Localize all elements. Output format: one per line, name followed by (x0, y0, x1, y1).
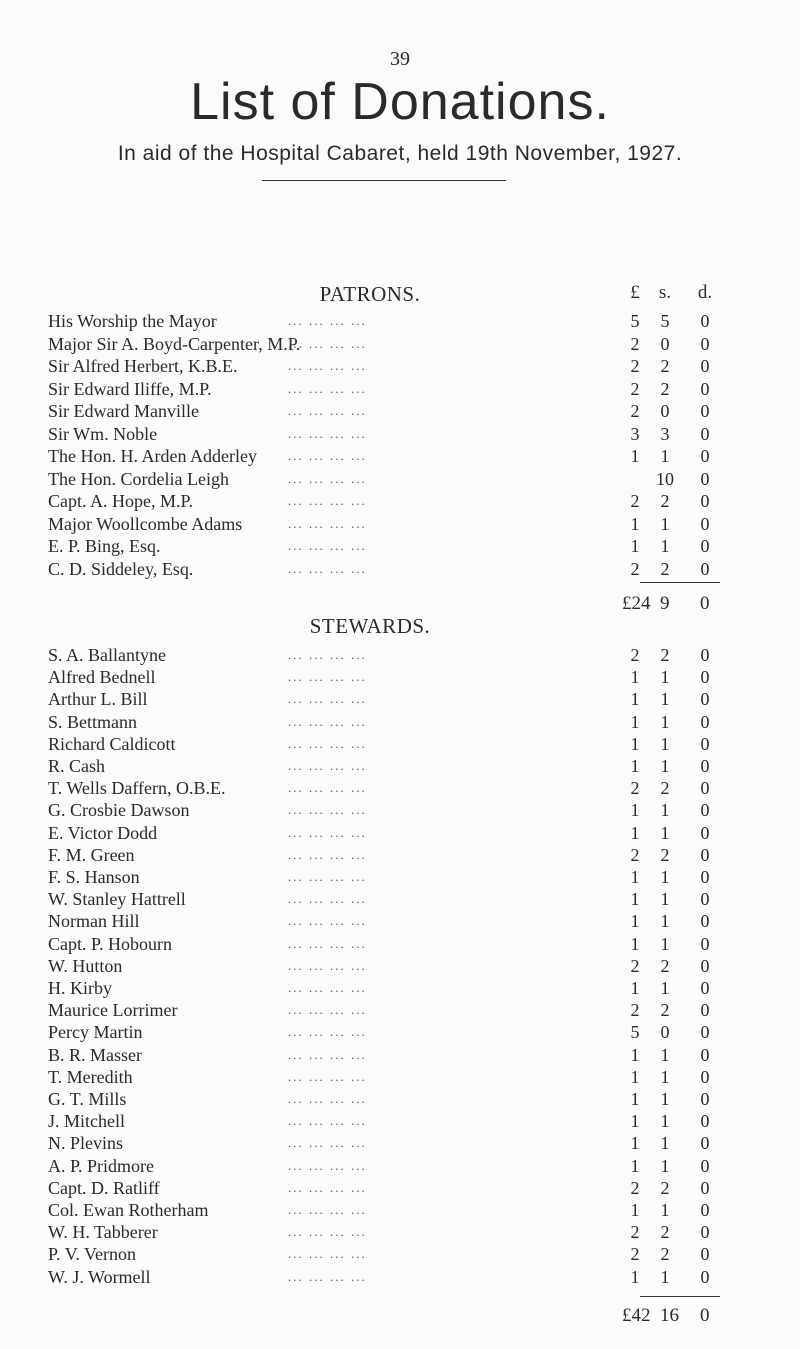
amount-shillings: 1 (660, 689, 670, 710)
dot-leader: ... ... ... ... (288, 802, 367, 818)
stewards-total-shillings: 16 (660, 1305, 679, 1326)
dot-leader: ... ... ... ... (288, 1135, 367, 1151)
amount-shillings: 2 (660, 844, 670, 865)
amount-pounds: 2 (630, 844, 640, 865)
list-item (0, 977, 800, 999)
amount-shillings: 1 (660, 1089, 670, 1109)
donor-name: E. P. Bing, Esq. (48, 536, 161, 556)
amount-pounds: 1 (630, 711, 640, 732)
donor-name: The Hon. Cordelia Leigh (48, 468, 229, 489)
donor-name: Capt. D. Ratliff (48, 1177, 160, 1198)
amount-pounds: 2 (630, 778, 640, 799)
amount-pence: 0 (700, 491, 710, 511)
patrons-total-rule (640, 582, 720, 583)
stewards-heading: STEWARDS. (309, 614, 431, 638)
amount-pence: 0 (700, 1222, 710, 1243)
dot-leader: ... ... ... ... (288, 1157, 367, 1173)
amount-pounds: 2 (630, 356, 640, 376)
amount-pence: 0 (700, 778, 710, 799)
donor-name: A. P. Pridmore (48, 1155, 155, 1176)
amount-shillings: 1 (660, 978, 670, 998)
dot-leader: ... ... ... ... (288, 1113, 367, 1129)
list-item (0, 535, 800, 557)
amount-shillings: 1 (660, 1111, 670, 1132)
list-item (0, 933, 800, 955)
amount-pence: 0 (700, 978, 710, 998)
donor-name: H. Kirby (48, 978, 112, 998)
amount-pence: 0 (700, 513, 710, 534)
amount-pounds: 1 (630, 1066, 640, 1087)
list-item (0, 755, 800, 777)
list-item (0, 688, 800, 710)
list-item (0, 1155, 800, 1177)
patrons-total (616, 592, 746, 616)
dot-leader: ... ... ... ... (288, 1224, 367, 1240)
list-item (0, 955, 800, 977)
amount-shillings: 1 (660, 446, 670, 466)
dot-leader: ... ... ... ... (288, 891, 367, 907)
amount-pounds: 1 (630, 1155, 640, 1176)
amount-shillings: 10 (656, 468, 674, 489)
donor-name: P. V. Vernon (48, 1244, 137, 1265)
list-item (0, 558, 800, 580)
amount-pence: 0 (700, 667, 710, 688)
dot-leader: ... ... ... ... (288, 691, 367, 707)
amount-pounds: 2 (630, 955, 640, 976)
donor-name: Alfred Bednell (48, 667, 156, 688)
dot-leader: ... ... ... ... (288, 957, 367, 973)
amount-pounds: 1 (630, 933, 640, 954)
amount-shillings: 1 (660, 1066, 670, 1087)
list-item (0, 1243, 800, 1265)
amount-shillings: 5 (660, 311, 670, 331)
list-item (0, 468, 800, 490)
donor-name: Sir Edward Iliffe, M.P. (48, 378, 212, 399)
dot-leader: ... ... ... ... (288, 380, 367, 396)
amount-pounds: 2 (630, 1000, 640, 1021)
list-item (0, 777, 800, 799)
donor-name: W. Stanley Hattrell (48, 889, 186, 910)
donor-name: C. D. Siddeley, Esq. (48, 558, 194, 579)
list-item (0, 844, 800, 866)
amount-pence: 0 (700, 645, 710, 665)
donor-name: T. Wells Daffern, O.B.E. (48, 778, 226, 799)
stewards-total (616, 1304, 746, 1328)
amount-pence: 0 (700, 1044, 710, 1065)
list-item (0, 1132, 800, 1154)
dot-leader: ... ... ... ... (288, 470, 367, 486)
donor-name: Sir Edward Manville (48, 401, 199, 421)
amount-shillings: 1 (660, 822, 670, 843)
donor-name: G. T. Mills (48, 1089, 127, 1109)
dot-leader: ... ... ... ... (288, 1068, 367, 1084)
list-item (0, 490, 800, 512)
amount-pounds: 1 (630, 513, 640, 534)
dot-leader: ... ... ... ... (288, 493, 367, 508)
amount-pence: 0 (700, 1022, 710, 1043)
amount-shillings: 2 (660, 1177, 670, 1198)
list-item (0, 910, 800, 932)
amount-pounds: 2 (630, 378, 640, 399)
list-item (0, 1177, 800, 1199)
donor-name: G. Crosbie Dawson (48, 800, 190, 821)
list-item (0, 1066, 800, 1088)
amount-pence: 0 (700, 844, 710, 865)
amount-pounds: 2 (630, 558, 640, 579)
amount-pence: 0 (700, 1133, 710, 1154)
amount-shillings: 1 (660, 911, 670, 932)
dot-leader: ... ... ... ... (288, 735, 367, 751)
list-item (0, 333, 800, 355)
amount-shillings: 1 (660, 711, 670, 732)
amount-pence: 0 (700, 1266, 710, 1287)
amount-shillings: 1 (660, 1133, 670, 1154)
amount-pence: 0 (700, 468, 710, 489)
donor-name: Capt. P. Hobourn (48, 933, 173, 954)
amount-pence: 0 (700, 756, 710, 776)
donor-name: Capt. A. Hope, M.P. (48, 491, 194, 511)
dot-leader: ... ... ... ... (288, 1268, 367, 1284)
list-item (0, 1199, 800, 1221)
amount-pence: 0 (700, 889, 710, 910)
dot-leader: ... ... ... ... (288, 448, 367, 463)
amount-pounds: 2 (630, 1177, 640, 1198)
dot-leader: ... ... ... ... (288, 335, 367, 351)
donor-name: Sir Alfred Herbert, K.B.E. (48, 356, 238, 376)
amount-pounds: 5 (630, 311, 640, 331)
donor-name: Norman Hill (48, 911, 140, 932)
donor-name: B. R. Masser (48, 1044, 142, 1065)
amount-pence: 0 (700, 1089, 710, 1109)
list-item (0, 999, 800, 1021)
amount-pence: 0 (700, 536, 710, 556)
amount-pounds: 1 (630, 800, 640, 821)
amount-pounds: 1 (630, 1200, 640, 1220)
amount-shillings: 2 (660, 1000, 670, 1021)
list-item (0, 822, 800, 844)
amount-pence: 0 (700, 1066, 710, 1087)
patrons-total-pounds: £24 (622, 593, 651, 614)
amount-pounds: 1 (630, 867, 640, 887)
dot-leader: ... ... ... ... (288, 403, 367, 418)
amount-pence: 0 (700, 800, 710, 821)
amount-pence: 0 (700, 356, 710, 376)
donor-name: Arthur L. Bill (48, 689, 148, 710)
dot-leader: ... ... ... ... (288, 538, 367, 553)
amount-pence: 0 (700, 1177, 710, 1198)
donor-name: Percy Martin (48, 1022, 143, 1043)
amount-shillings: 1 (660, 889, 670, 910)
amount-pence: 0 (700, 1200, 710, 1220)
list-item (0, 423, 800, 445)
dot-leader: ... ... ... ... (288, 1179, 367, 1195)
amount-shillings: 2 (660, 778, 670, 799)
amount-shillings: 1 (660, 667, 670, 688)
donor-name: W. J. Wormell (48, 1266, 151, 1287)
amount-pounds: 1 (630, 446, 640, 466)
dot-leader: ... ... ... ... (288, 1046, 367, 1062)
amount-pence: 0 (700, 933, 710, 954)
dot-leader: ... ... ... ... (288, 515, 367, 531)
amount-pounds: 2 (630, 1222, 640, 1243)
amount-pounds: 2 (630, 333, 640, 354)
amount-shillings: 1 (660, 800, 670, 821)
amount-pounds: 1 (630, 1044, 640, 1065)
amount-shillings: 1 (660, 1266, 670, 1287)
amount-pence: 0 (700, 867, 710, 887)
list-item (0, 445, 800, 467)
dot-leader: ... ... ... ... (288, 1246, 367, 1262)
amount-pounds: 1 (630, 822, 640, 843)
amount-shillings: 2 (660, 955, 670, 976)
amount-pence: 0 (700, 311, 710, 331)
amount-pounds: 1 (630, 733, 640, 754)
dot-leader: ... ... ... ... (288, 780, 367, 796)
amount-pence: 0 (700, 1000, 710, 1021)
patrons-heading: PATRONS. (319, 282, 421, 306)
dot-leader: ... ... ... ... (288, 425, 367, 441)
amount-pounds: 2 (630, 491, 640, 511)
donor-name: Major Sir A. Boyd-Carpenter, M.P. (48, 333, 301, 354)
amount-shillings: 1 (660, 867, 670, 887)
list-item (0, 1110, 800, 1132)
dot-leader: ... ... ... ... (288, 669, 367, 685)
donor-name: Sir Wm. Noble (48, 423, 158, 444)
currency-column-headers (620, 282, 740, 304)
amount-pence: 0 (700, 911, 710, 932)
patrons-total-shillings: 9 (660, 593, 670, 614)
list-item (0, 1266, 800, 1288)
dot-leader: ... ... ... ... (288, 313, 367, 328)
amount-pounds: 1 (630, 667, 640, 688)
dot-leader: ... ... ... ... (288, 980, 367, 995)
list-item (0, 378, 800, 400)
dot-leader: ... ... ... ... (288, 1091, 367, 1106)
donor-name: F. M. Green (48, 844, 135, 865)
dot-leader: ... ... ... ... (288, 1202, 367, 1217)
donor-name: N. Plevins (48, 1133, 124, 1154)
amount-pounds: 1 (630, 756, 640, 776)
amount-pence: 0 (700, 822, 710, 843)
list-item (0, 888, 800, 910)
amount-shillings: 2 (660, 356, 670, 376)
list-item (0, 711, 800, 733)
amount-shillings: 1 (660, 1200, 670, 1220)
dot-leader: ... ... ... ... (288, 913, 367, 929)
list-item (0, 400, 800, 422)
donor-name: E. Victor Dodd (48, 822, 158, 843)
dot-leader: ... ... ... ... (288, 824, 367, 840)
amount-pounds: 3 (630, 423, 640, 444)
amount-shillings: 1 (660, 1155, 670, 1176)
pounds-column-header: £ (630, 282, 640, 303)
amount-pence: 0 (700, 733, 710, 754)
donor-name: S. A. Ballantyne (48, 645, 166, 665)
page-number: 39 (390, 48, 410, 70)
dot-leader: ... ... ... ... (288, 647, 367, 662)
amount-pence: 0 (700, 1244, 710, 1265)
donor-name: The Hon. H. Arden Adderley (48, 446, 257, 466)
amount-shillings: 1 (660, 513, 670, 534)
page-subtitle: In aid of the Hospital Cabaret, held 19th November, 1927. (117, 142, 683, 165)
dot-leader: ... ... ... ... (288, 846, 367, 862)
amount-shillings: 1 (660, 1044, 670, 1065)
amount-pence: 0 (700, 955, 710, 976)
dot-leader: ... ... ... ... (288, 560, 367, 576)
stewards-total-pounds: £42 (622, 1305, 651, 1326)
dot-leader: ... ... ... ... (288, 1024, 367, 1040)
pence-column-header: d. (697, 282, 713, 303)
list-item (0, 666, 800, 688)
amount-pence: 0 (700, 1155, 710, 1176)
dot-leader: ... ... ... ... (288, 1002, 367, 1018)
list-item (0, 1221, 800, 1243)
list-item (0, 1021, 800, 1043)
list-item (0, 1088, 800, 1110)
list-item (0, 1044, 800, 1066)
amount-pence: 0 (700, 558, 710, 579)
stewards-total-pence: 0 (700, 1305, 710, 1326)
amount-pounds: 1 (630, 1089, 640, 1109)
donor-name: Maurice Lorrimer (48, 1000, 178, 1021)
amount-pounds: 2 (630, 1244, 640, 1265)
amount-pounds: 1 (630, 978, 640, 998)
donor-name: Major Woollcombe Adams (48, 513, 243, 534)
amount-pence: 0 (700, 689, 710, 710)
amount-pounds: 1 (630, 1111, 640, 1132)
page-title: List of Donations. (190, 73, 610, 131)
amount-shillings: 2 (660, 1222, 670, 1243)
amount-shillings: 1 (660, 536, 670, 556)
list-item (0, 513, 800, 535)
amount-shillings: 1 (660, 933, 670, 954)
amount-shillings: 1 (660, 756, 670, 776)
amount-pounds: 2 (630, 645, 640, 665)
amount-shillings: 2 (660, 1244, 670, 1265)
donor-name: W. H. Tabberer (48, 1222, 158, 1243)
donor-name: W. Hutton (48, 955, 123, 976)
amount-pounds: 1 (630, 911, 640, 932)
amount-shillings: 2 (660, 645, 670, 665)
title-divider (262, 180, 506, 181)
amount-pounds: 5 (630, 1022, 640, 1043)
amount-pence: 0 (700, 423, 710, 444)
amount-shillings: 0 (660, 401, 670, 421)
donor-name: His Worship the Mayor (48, 311, 217, 331)
amount-shillings: 2 (660, 491, 670, 511)
list-item (0, 799, 800, 821)
stewards-total-rule (640, 1296, 720, 1297)
dot-leader: ... ... ... ... (288, 358, 367, 373)
amount-shillings: 2 (660, 378, 670, 399)
amount-shillings: 1 (660, 733, 670, 754)
amount-pounds: 1 (630, 689, 640, 710)
list-item (0, 355, 800, 377)
list-item (0, 644, 800, 666)
donor-name: S. Bettmann (48, 711, 137, 732)
list-item (0, 866, 800, 888)
donor-name: F. S. Hanson (48, 867, 140, 887)
list-item (0, 733, 800, 755)
amount-pence: 0 (700, 711, 710, 732)
amount-pounds: 1 (630, 889, 640, 910)
amount-pounds: 1 (630, 1266, 640, 1287)
amount-pence: 0 (700, 401, 710, 421)
dot-leader: ... ... ... ... (288, 869, 367, 884)
amount-pence: 0 (700, 446, 710, 466)
donor-name: J. Mitchell (48, 1111, 125, 1132)
amount-shillings: 0 (660, 333, 670, 354)
donor-name: Richard Caldicott (48, 733, 176, 754)
amount-pence: 0 (700, 1111, 710, 1132)
amount-shillings: 3 (660, 423, 670, 444)
amount-shillings: 2 (660, 558, 670, 579)
donor-name: R. Cash (48, 756, 106, 776)
dot-leader: ... ... ... ... (288, 758, 367, 773)
amount-pounds: 1 (630, 536, 640, 556)
dot-leader: ... ... ... ... (288, 935, 367, 951)
patrons-total-pence: 0 (700, 593, 710, 614)
amount-pence: 0 (700, 333, 710, 354)
donor-name: Col. Ewan Rotherham (48, 1200, 209, 1220)
amount-shillings: 0 (660, 1022, 670, 1043)
donor-name: T. Meredith (48, 1066, 133, 1087)
dot-leader: ... ... ... ... (288, 713, 367, 729)
list-item (0, 310, 800, 332)
amount-pounds: 2 (630, 401, 640, 421)
amount-pence: 0 (700, 378, 710, 399)
shillings-column-header: s. (658, 282, 672, 303)
amount-pounds: 1 (630, 1133, 640, 1154)
